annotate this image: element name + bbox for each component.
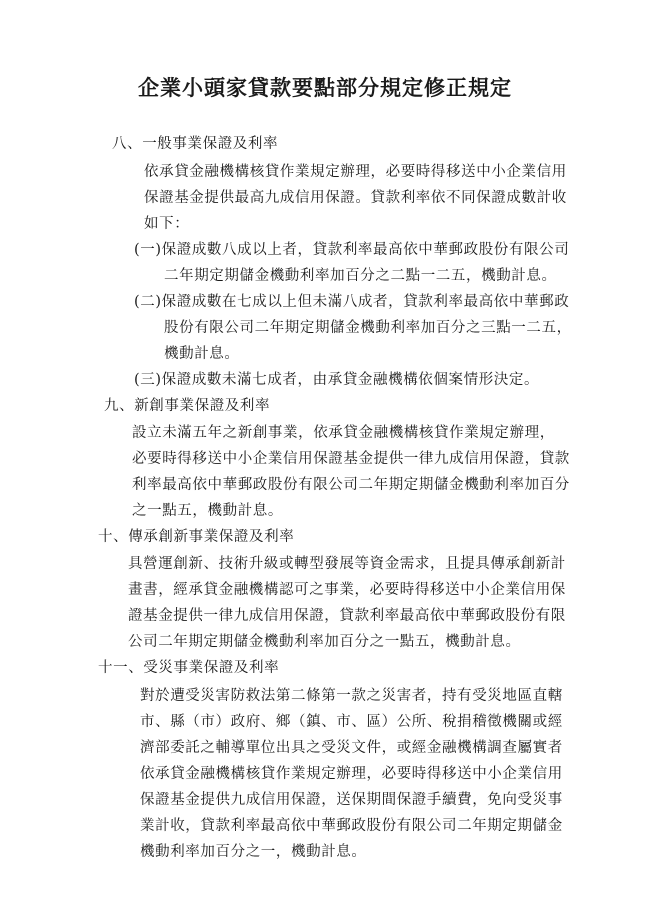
section-11-body-line: 機動利率加百分之一，機動計息。 xyxy=(140,844,367,860)
section-9-body-line: 必要時得移送中小企業信用保證基金提供一律九成信用保證，貸款 xyxy=(132,451,570,467)
section-11-body-line: 業計收，貸款利率最高依中華郵政股份有限公司二年期定期儲金 xyxy=(140,818,563,834)
section-11-body-line: 依承貸金融機構核貸作業規定辦理，必要時得移送中小企業信用 xyxy=(140,766,563,782)
section-8-item-2-line: 股份有限公司二年期定期儲金機動利率加百分之三點一二五， xyxy=(164,320,572,336)
section-9-body-line: 之一點五，機動計息。 xyxy=(132,503,283,519)
section-8-item-2-line: (二)保證成數在七成以上但未滿八成者，貸款利率最高依中華郵政 xyxy=(134,294,570,310)
section-8-body-line: 如下： xyxy=(144,216,190,232)
section-10-body-line: 公司二年期定期儲金機動利率加百分之一點五，機動計息。 xyxy=(128,634,521,650)
section-10-heading: 十、傳承創新事業保證及利率 xyxy=(98,529,295,545)
section-10-body-line: 畫書，經承貸金融機構認可之事業，必要時得移送中小企業信用保 xyxy=(128,582,566,598)
section-11-body-line: 市、縣（市）政府、鄉（鎮、市、區）公所、稅捐稽徵機關或經 xyxy=(140,714,563,730)
section-8-item-1-line: (一)保證成數八成以上者，貸款利率最高依中華郵政股份有限公司 xyxy=(134,242,570,258)
section-8-body-line: 保證基金提供最高九成信用保證。貸款利率依不同保證成數計收 xyxy=(144,190,567,206)
section-11-body-line: 濟部委託之輔導單位出具之受災文件，或經金融機構調查屬實者 xyxy=(140,740,563,756)
section-8-item-1-line: 二年期定期儲金機動利率加百分之二點一二五，機動計息。 xyxy=(164,268,557,284)
section-8-body-line: 依承貸金融機構核貸作業規定辦理，必要時得移送中小企業信用 xyxy=(144,164,567,180)
section-11-body-line: 對於遭受災害防救法第二條第一款之災害者，持有受災地區直轄 xyxy=(140,688,563,704)
section-10-body-line: 證基金提供一律九成信用保證，貸款利率最高依中華郵政股份有限 xyxy=(128,608,566,624)
section-9-heading: 九、新創事業保證及利率 xyxy=(104,398,271,414)
section-10-body-line: 具營運創新、技術升級或轉型發展等資金需求，且提具傳承創新計 xyxy=(128,556,566,572)
section-8-heading: 八、一般事業保證及利率 xyxy=(112,136,279,152)
document-title: 企業小頭家貸款要點部分規定修正規定 xyxy=(138,76,512,100)
section-11-heading: 十一、受災事業保證及利率 xyxy=(98,660,280,676)
section-11-body-line: 保證基金提供九成信用保證，送保期間保證手續費，免向受災事 xyxy=(140,792,563,808)
section-9-body-line: 設立未滿五年之新創事業，依承貸金融機構核貸作業規定辦理， xyxy=(132,425,555,441)
section-9-body-line: 利率最高依中華郵政股份有限公司二年期定期儲金機動利率加百分 xyxy=(132,477,570,493)
section-8-item-2-line: 機動計息。 xyxy=(164,346,240,362)
section-8-item-3-line: (三)保證成數未滿七成者，由承貸金融機構依個案情形決定。 xyxy=(134,372,540,388)
